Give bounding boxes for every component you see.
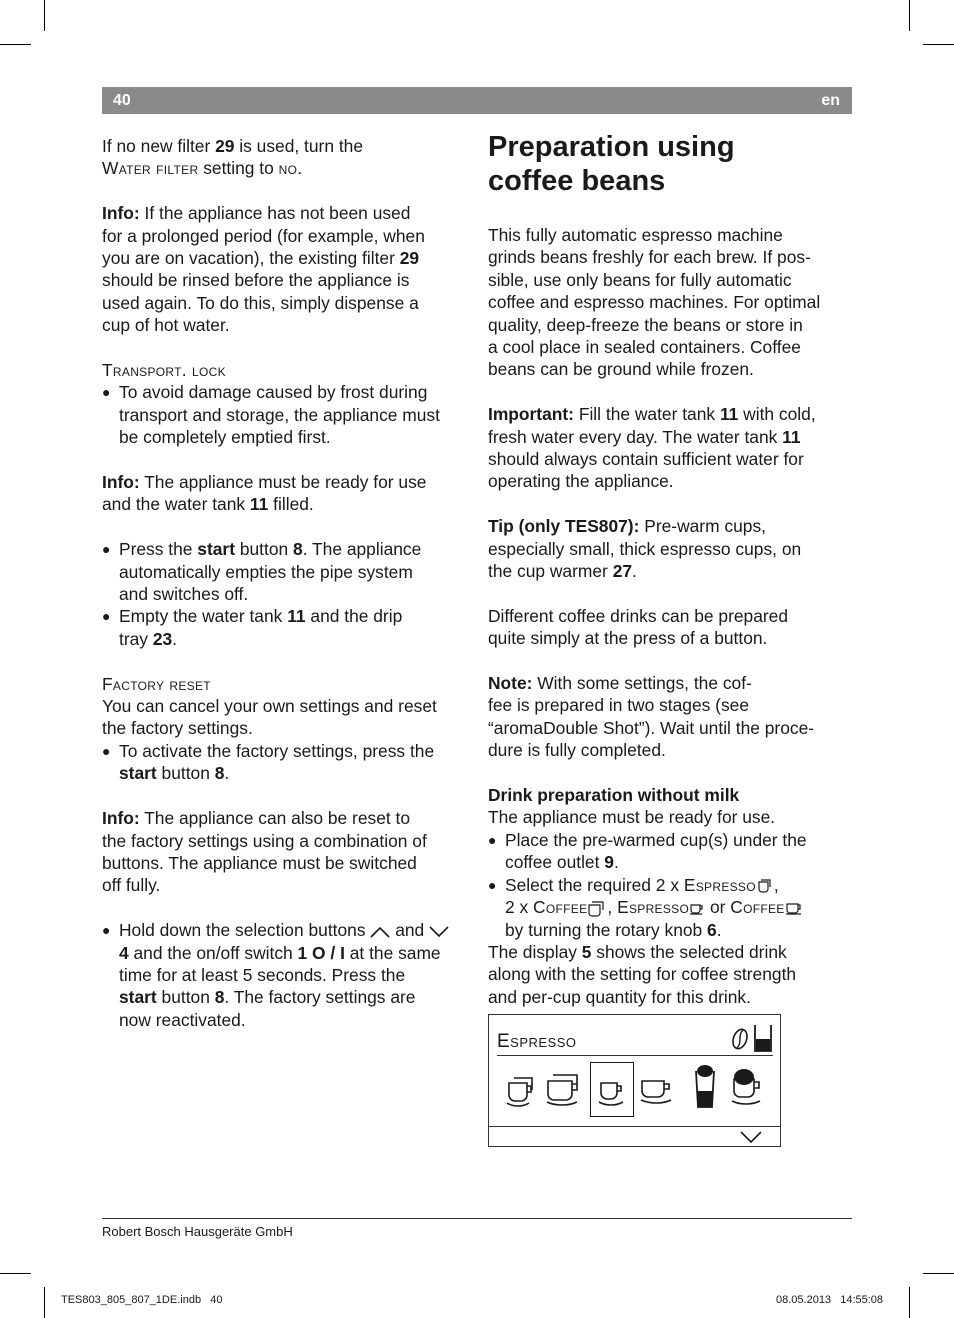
coffee-icon — [639, 1077, 677, 1107]
language-code: en — [821, 92, 840, 109]
tip-paragraph: Tip (only TES807): Pre-warm cups, especially small, thick espresso cups, on the cup warmer 27. — [488, 516, 802, 582]
footer-divider — [102, 1218, 852, 1219]
double-coffee-icon — [545, 1069, 585, 1109]
coffee-icon — [785, 902, 803, 916]
display-divider — [489, 1126, 780, 1127]
print-slug-date: 08.05.2013 14:55:08 — [776, 1294, 884, 1306]
espresso-icon — [689, 902, 705, 916]
info-paragraph: Info: The appliance can also be reset to the factory settings using a combination of buttons. The appliance must be switched off fully. — [102, 808, 427, 896]
crop-mark — [0, 1273, 31, 1274]
list-item: ● Empty the water tank 11 and the drip tray 23. — [102, 605, 467, 650]
display-illustration — [488, 1014, 781, 1147]
left-column — [102, 135, 467, 1031]
list-item: ● Select the required 2 x Espresso , 2 x Coffee , Espresso or Coffee by turning the rotary knob 6. — [488, 874, 852, 941]
chevron-down-icon — [429, 926, 449, 938]
crop-mark — [909, 1287, 910, 1318]
cup-quantity-icon — [753, 1023, 773, 1055]
latte-macchiato-icon — [692, 1063, 718, 1111]
print-slug-filename: TES803_805_807_1DE.indb 40 — [61, 1294, 223, 1306]
crop-mark — [923, 1273, 954, 1274]
page-header — [102, 87, 852, 114]
info-paragraph: Info: The appliance must be ready for use and the water tank 11 filled. — [102, 472, 427, 515]
drinks-paragraph: Different coffee drinks can be prepared quite simply at the press of a button. — [488, 605, 789, 649]
display-paragraph: The display 5 shows the selected drink along with the setting for coffee strength and per-cup quantity for this drink. — [488, 941, 797, 1007]
list-item: ● Hold down the selection buttons and 4 and the on/off switch 1 O / I at the same time for at least 5 seconds. Press the start button 8. The factory settings are now reactivated. — [102, 919, 467, 1031]
display-drink-name: Espresso — [497, 1031, 577, 1052]
crop-mark — [44, 1287, 45, 1318]
list-item: ● To activate the factory settings, press the start button 8. — [102, 740, 467, 785]
crop-mark — [0, 44, 31, 45]
drink-preparation-heading: Drink preparation without milk — [488, 785, 740, 806]
footer-company: Robert Bosch Hausgeräte GmbH — [102, 1224, 293, 1239]
intro-paragraph: This fully automatic espresso machine grinds beans freshly for each brew. If pos- sible, use only beans for fully automatic coffee and espresso machines. For optimal quality, deep-freeze the beans or store in a cool place in sealed containers. Coffee beans can be ground while frozen. — [488, 225, 821, 380]
note-paragraph: Note: With some settings, the cof- fee is prepared in two stages (see “aromaDouble Shot”). Wait until the proce- dure is fully completed. — [488, 673, 815, 761]
crop-mark — [44, 0, 45, 31]
right-column — [488, 224, 852, 1008]
filter-paragraph: If no new filter 29 is used, turn the Water filter setting to no. — [102, 136, 364, 179]
drink-preparation-text: The appliance must be ready for use. — [488, 807, 776, 828]
transport-lock-heading: Transport. lock — [102, 360, 226, 381]
list-item: ● Press the start button 8. The appliance automatically empties the pipe system and switches off. — [102, 538, 467, 605]
crop-mark — [923, 44, 954, 45]
factory-reset-text: You can cancel your own settings and reset the factory settings. — [102, 696, 437, 739]
crop-mark — [909, 0, 910, 31]
coffee-bean-icon — [730, 1027, 750, 1051]
display-divider — [497, 1055, 773, 1056]
espresso-icon — [597, 1079, 629, 1107]
chevron-down-icon — [739, 1130, 763, 1144]
cappuccino-icon — [730, 1067, 768, 1109]
list-item: ● To avoid damage caused by frost during transport and storage, the appliance must be completely emptied first. — [102, 381, 467, 448]
double-espresso-icon — [756, 877, 774, 895]
chevron-up-icon — [370, 926, 390, 938]
important-paragraph: Important: Fill the water tank 11 with cold, fresh water every day. The water tank 11 should always contain sufficient water for operating the appliance. — [488, 404, 816, 492]
double-coffee-icon — [587, 900, 607, 918]
double-espresso-icon — [505, 1071, 539, 1109]
info-paragraph: Info: If the appliance has not been used for a prolonged period (for example, when you are on vacation), the existing filter 29 should be rinsed before the appliance is used again. To do this, simply dispense a cup of hot water. — [102, 203, 425, 336]
section-title: Preparation using coffee beans — [488, 131, 735, 197]
factory-reset-heading: Factory reset — [102, 673, 211, 694]
list-item: ● Place the pre-warmed cup(s) under the coffee outlet 9. — [488, 829, 852, 874]
page-number: 40 — [113, 92, 131, 109]
